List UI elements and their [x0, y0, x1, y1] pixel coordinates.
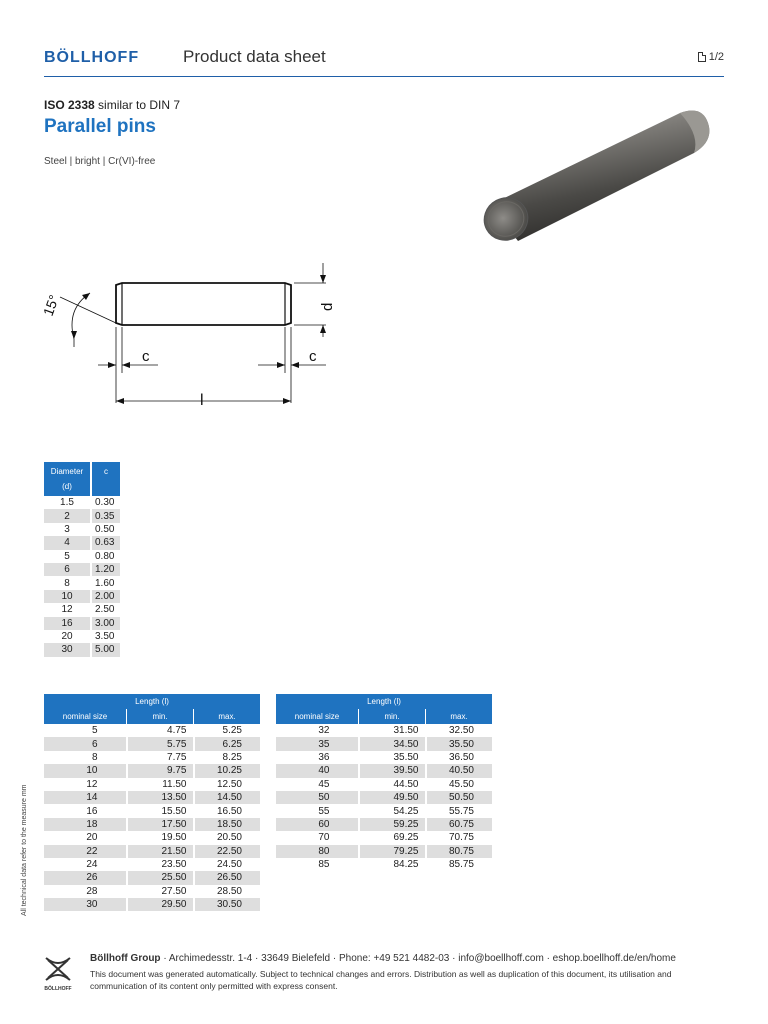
diameter-cell: 3 — [64, 523, 70, 535]
min-cell: 27.50 — [127, 885, 194, 898]
min-cell: 19.50 — [127, 831, 194, 844]
page-icon — [698, 52, 706, 62]
table-row — [276, 764, 492, 777]
diameter-cell: 4 — [44, 536, 91, 549]
max-header: max. — [194, 709, 261, 724]
min-cell: 17.50 — [127, 818, 194, 831]
table-row — [44, 509, 120, 522]
table-row — [44, 724, 260, 737]
c-cell: 2.50 — [91, 603, 120, 616]
max-header: max. — [426, 709, 493, 724]
diameter-cell: 1.5 — [60, 497, 74, 509]
nominal-size-cell: 24 — [86, 859, 98, 871]
table-row — [44, 778, 260, 791]
table-row — [44, 831, 260, 844]
min-cell: 21.50 — [127, 845, 194, 858]
max-cell: 80.75 — [426, 845, 493, 858]
table-row — [44, 617, 120, 630]
length-group-header: Length (l) — [276, 694, 492, 709]
min-cell: 39.50 — [359, 764, 426, 777]
table-row — [276, 778, 492, 791]
nominal-size-cell: 14 — [44, 791, 127, 804]
diameter-cell: 30 — [44, 643, 91, 656]
product-title: Parallel pins — [44, 116, 156, 137]
c-cell: 3.00 — [91, 617, 120, 630]
document-title: Product data sheet — [183, 47, 326, 66]
min-cell: 69.25 — [359, 831, 426, 844]
c-cell: 0.30 — [91, 496, 120, 509]
max-cell: 45.50 — [426, 778, 493, 791]
table-row — [44, 885, 260, 898]
min-header: min. — [127, 709, 194, 724]
max-cell: 70.75 — [426, 831, 493, 844]
nominal-size-header: nominal size — [44, 709, 127, 724]
nominal-size-cell: 16 — [86, 805, 98, 817]
min-cell: 5.75 — [127, 737, 194, 750]
nominal-size-header: nominal size — [276, 709, 359, 724]
diameter-cell: 5 — [64, 550, 70, 562]
max-cell: 18.50 — [194, 818, 261, 831]
max-cell: 30.50 — [194, 898, 261, 911]
nominal-size-cell: 70 — [318, 832, 330, 844]
nominal-size-cell: 36 — [318, 751, 330, 763]
parallel-pin-photo — [470, 95, 730, 265]
nominal-size-cell: 6 — [44, 737, 127, 750]
table-row — [44, 496, 120, 509]
table-row — [44, 550, 120, 563]
nominal-size-cell: 50 — [276, 791, 359, 804]
table-row — [44, 737, 260, 750]
c-right-label: c — [309, 348, 317, 365]
min-cell: 35.50 — [359, 751, 426, 764]
footer-disclaimer: This document was generated automatically. Subject to technical changes and errors. Distribution as well as duplication of this document, its utilisation and communication of its content only permitted with express consent. — [90, 969, 672, 991]
table-row — [276, 818, 492, 831]
table-row — [44, 804, 260, 817]
table-row — [276, 845, 492, 858]
diameter-cell: 2 — [44, 509, 91, 522]
table-row — [44, 590, 120, 603]
c-cell: 0.80 — [91, 550, 120, 563]
max-cell: 50.50 — [426, 791, 493, 804]
table-row — [276, 858, 492, 871]
min-cell: 59.25 — [359, 818, 426, 831]
page-number: 1/2 — [708, 51, 724, 63]
c-cell: 0.35 — [91, 509, 120, 522]
c-cell: 1.20 — [91, 563, 120, 576]
table-row — [44, 523, 120, 536]
max-cell: 12.50 — [194, 778, 261, 791]
min-cell: 4.75 — [127, 724, 194, 737]
standard-suffix: similar to DIN 7 — [94, 98, 181, 112]
max-cell: 10.25 — [194, 764, 261, 777]
length-table-right-body — [276, 724, 492, 871]
page-indicator — [698, 51, 724, 63]
nominal-size-cell: 5 — [91, 725, 98, 737]
table-row — [276, 804, 492, 817]
table-row — [276, 737, 492, 750]
min-cell: 54.25 — [359, 804, 426, 817]
max-cell: 40.50 — [426, 764, 493, 777]
min-cell: 11.50 — [127, 778, 194, 791]
length-table-left — [44, 694, 260, 911]
nominal-size-cell: 55 — [318, 805, 330, 817]
c-cell: 0.50 — [91, 523, 120, 536]
table-row — [44, 845, 260, 858]
min-cell: 9.75 — [127, 764, 194, 777]
max-cell: 8.25 — [194, 751, 261, 764]
min-cell: 15.50 — [127, 804, 194, 817]
standard-code: ISO 2338 — [44, 98, 95, 112]
brand-logo: BÖLLHOFF — [44, 49, 140, 66]
diameter-cell: 10 — [44, 590, 91, 603]
nominal-size-cell: 12 — [86, 778, 98, 790]
table-row — [44, 643, 120, 656]
diameter-table — [44, 462, 120, 657]
footer-address: · Archimedesstr. 1-4 · 33649 Bielefeld · Phone: +49 521 4482-03 · info@boellhoff.com · eshop.boellhoff.de/en/home — [160, 953, 676, 964]
max-cell: 85.75 — [426, 858, 493, 871]
diameter-cell: 16 — [44, 617, 91, 630]
footer-company: Böllhoff Group — [90, 953, 161, 964]
nominal-size-cell: 18 — [44, 818, 127, 831]
min-header: min. — [359, 709, 426, 724]
c-cell: 2.00 — [91, 590, 120, 603]
nominal-size-cell: 32 — [318, 725, 330, 737]
length-table-right — [276, 694, 492, 871]
min-cell: 29.50 — [127, 898, 194, 911]
table-row — [44, 898, 260, 911]
nominal-size-cell: 30 — [44, 898, 127, 911]
c-header: c — [91, 462, 120, 496]
diameter-label: d — [319, 302, 336, 311]
nominal-size-cell: 80 — [276, 845, 359, 858]
c-cell: 1.60 — [91, 576, 120, 589]
table-row — [44, 536, 120, 549]
max-cell: 14.50 — [194, 791, 261, 804]
min-cell: 49.50 — [359, 791, 426, 804]
table-row — [44, 751, 260, 764]
table-row — [276, 751, 492, 764]
units-note: All technical data refer to the measure mm — [21, 784, 28, 916]
nominal-size-cell: 22 — [44, 845, 127, 858]
diameter-cell: 8 — [64, 577, 70, 589]
min-cell: 13.50 — [127, 791, 194, 804]
nominal-size-cell: 10 — [44, 764, 127, 777]
max-cell: 55.75 — [426, 804, 493, 817]
diameter-table-body — [44, 496, 120, 657]
max-cell: 16.50 — [194, 804, 261, 817]
max-cell: 36.50 — [426, 751, 493, 764]
c-cell: 3.50 — [91, 630, 120, 643]
max-cell: 35.50 — [426, 737, 493, 750]
length-table-left-body — [44, 724, 260, 911]
max-cell: 6.25 — [194, 737, 261, 750]
nominal-size-cell: 8 — [91, 751, 98, 763]
max-cell: 28.50 — [194, 885, 261, 898]
table-row — [44, 858, 260, 871]
table-row — [44, 764, 260, 777]
min-cell: 23.50 — [127, 858, 194, 871]
max-cell: 60.75 — [426, 818, 493, 831]
c-cell: 5.00 — [91, 643, 120, 656]
diameter-cell: 6 — [44, 563, 91, 576]
nominal-size-cell: 20 — [86, 832, 98, 844]
footer-logo-text: BÖLLHOFF — [44, 986, 72, 992]
nominal-size-cell: 28 — [86, 885, 98, 897]
diameter-cell: 12 — [61, 604, 73, 616]
nominal-size-cell: 60 — [276, 818, 359, 831]
length-group-header: Length (l) — [44, 694, 260, 709]
table-row — [44, 818, 260, 831]
max-cell: 22.50 — [194, 845, 261, 858]
boellhoff-footer-logo — [40, 952, 76, 992]
table-row — [276, 791, 492, 804]
min-cell: 34.50 — [359, 737, 426, 750]
max-cell: 20.50 — [194, 831, 261, 844]
min-cell: 25.50 — [127, 871, 194, 884]
angle-label: 15° — [39, 292, 63, 319]
table-row — [44, 576, 120, 589]
length-label: l — [200, 392, 204, 409]
table-row — [276, 724, 492, 737]
footer-contact — [90, 953, 676, 964]
diameter-header: Diameter (d) — [44, 462, 91, 496]
table-row — [44, 563, 120, 576]
min-cell: 31.50 — [359, 724, 426, 737]
header-divider — [44, 76, 724, 77]
table-row — [44, 791, 260, 804]
table-row — [44, 871, 260, 884]
min-cell: 79.25 — [359, 845, 426, 858]
c-cell: 0.63 — [91, 536, 120, 549]
c-left-label: c — [142, 348, 150, 365]
standard-line — [44, 98, 180, 112]
min-cell: 84.25 — [359, 858, 426, 871]
nominal-size-cell: 85 — [318, 859, 330, 871]
nominal-size-cell: 40 — [276, 764, 359, 777]
diameter-cell: 20 — [61, 631, 73, 643]
nominal-size-cell: 26 — [44, 871, 127, 884]
min-cell: 44.50 — [359, 778, 426, 791]
max-cell: 26.50 — [194, 871, 261, 884]
technical-drawing — [30, 255, 350, 415]
material-line: Steel | bright | Cr(VI)-free — [44, 156, 156, 167]
table-row — [276, 831, 492, 844]
max-cell: 24.50 — [194, 858, 261, 871]
max-cell: 32.50 — [426, 724, 493, 737]
nominal-size-cell: 45 — [318, 778, 330, 790]
table-row — [44, 630, 120, 643]
max-cell: 5.25 — [194, 724, 261, 737]
min-cell: 7.75 — [127, 751, 194, 764]
nominal-size-cell: 35 — [276, 737, 359, 750]
table-row — [44, 603, 120, 616]
